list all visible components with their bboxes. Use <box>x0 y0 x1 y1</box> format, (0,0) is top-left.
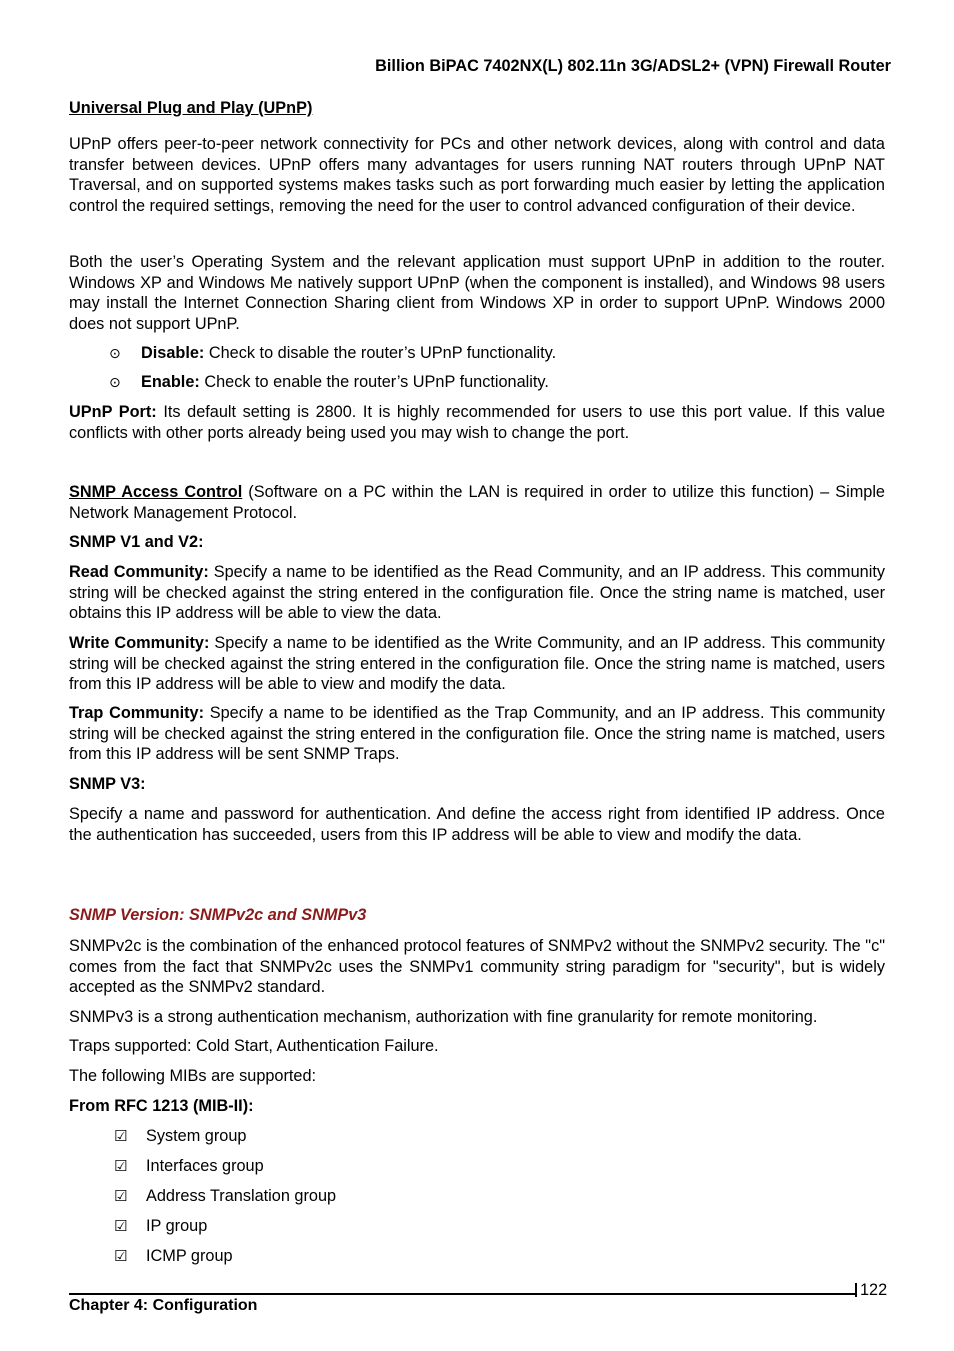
snmp-version-title: SNMP Version: SNMPv2c and SNMPv3 <box>69 906 367 924</box>
footer-divider-tick <box>855 1283 857 1297</box>
read-community-paragraph: Read Community: Specify a name to be identified as the Read Community, and an IP address. This community string will be checked against the string entered in the configuration file. Once the string name is matched, user obtains this IP address will be able to view the data. <box>69 563 885 622</box>
mib-list-item: ☑ ICMP group <box>114 1247 233 1265</box>
traps-paragraph: Traps supported: Cold Start, Authentication Failure. <box>69 1037 439 1055</box>
rfc-heading: From RFC 1213 (MIB-II): <box>69 1097 254 1115</box>
footer-divider <box>69 1293 855 1295</box>
trap-community-paragraph: Trap Community: Specify a name to be identified as the Trap Community, and an IP address. This community string will be checked against the string entered in the configuration file. Once the string name is matched, users from this IP address will be sent SNMP Traps. <box>69 704 886 763</box>
snmp-section-title: SNMP Access Control <box>69 483 243 501</box>
enable-bullet: ⊙ Enable: Check to enable the router’s UPnP functionality. <box>109 373 549 391</box>
upnp-paragraph-2: Both the user’s Operating System and the relevant application must support UPnP in addition to the router. Windows XP and Windows Me natively support UPnP (when the component is installed), and Windows 98 users may install the Internet Connection Sharing client from Windows XP in order to support UPnP. Windows 2000 does not support UPnP. <box>69 253 885 333</box>
mibs-paragraph: The following MIBs are supported: <box>69 1067 317 1085</box>
mib-list-item: ☑ IP group <box>114 1217 208 1235</box>
snmp-v1v2-heading: SNMP V1 and V2: <box>69 533 204 551</box>
upnp-section-title: Universal Plug and Play (UPnP) <box>69 99 313 117</box>
mib-list-item: ☑ System group <box>114 1127 247 1145</box>
checkbox-checked-icon: ☑ <box>114 1127 128 1145</box>
write-community-paragraph: Write Community: Specify a name to be identified as the Write Community, and an IP address. This community string will be checked against the string entered in the configuration file. Once the string name is matched, users from this IP address will be able to view and modify the data. <box>69 634 885 693</box>
radio-bullet-icon: ⊙ <box>109 375 121 391</box>
upnp-port-paragraph: UPnP Port: Its default setting is 2800. It is highly recommended for users to use this port value. If this value conflicts with other ports already being used you may wish to change the port. <box>69 403 886 442</box>
mib-list-item: ☑ Address Translation group <box>114 1187 337 1205</box>
mib-list-item: ☑ Interfaces group <box>114 1157 264 1175</box>
radio-bullet-icon: ⊙ <box>109 346 121 362</box>
snmp-v3-paragraph: Specify a name and password for authentication. And define the access right from identified IP address. Once the authentication has succeeded, users from this IP address will be able to view and modify the data. <box>69 805 885 844</box>
document-header: Billion BiPAC 7402NX(L) 802.11n 3G/ADSL2+ (VPN) Firewall Router <box>375 57 891 75</box>
checkbox-checked-icon: ☑ <box>114 1187 128 1205</box>
snmp-intro-paragraph: SNMP Access Control (Software on a PC within the LAN is required in order to utilize this function) – Simple Network Management Protocol. <box>69 483 885 522</box>
disable-bullet: ⊙ Disable: Check to disable the router’s UPnP functionality. <box>109 344 557 362</box>
page-number: 122 <box>860 1281 888 1299</box>
snmp-v3-heading: SNMP V3: <box>69 775 146 793</box>
snmpv3-paragraph: SNMPv3 is a strong authentication mechanism, authorization with fine granularity for remote monitoring. <box>69 1008 818 1026</box>
checkbox-checked-icon: ☑ <box>114 1247 128 1265</box>
upnp-paragraph-1: UPnP offers peer-to-peer network connectivity for PCs and other network devices, along with control and data transfer between devices. UPnP offers many advantages for users running NAT routers through UPnP NAT Traversal, and on supported systems makes tasks such as port forwarding much easier by letting the application control the required settings, removing the need for the user to control advanced configuration of their device. <box>69 135 885 215</box>
footer-chapter: Chapter 4: Configuration <box>69 1297 258 1314</box>
snmpv2c-paragraph: SNMPv2c is the combination of the enhanced protocol features of SNMPv2 without the SNMPv2 security. The "c" comes from the fact that SNMPv2c uses the SNMPv1 community string paradigm for "security", but is widely accepted as the SNMPv2 standard. <box>69 937 885 996</box>
checkbox-checked-icon: ☑ <box>114 1157 128 1175</box>
checkbox-checked-icon: ☑ <box>114 1217 128 1235</box>
